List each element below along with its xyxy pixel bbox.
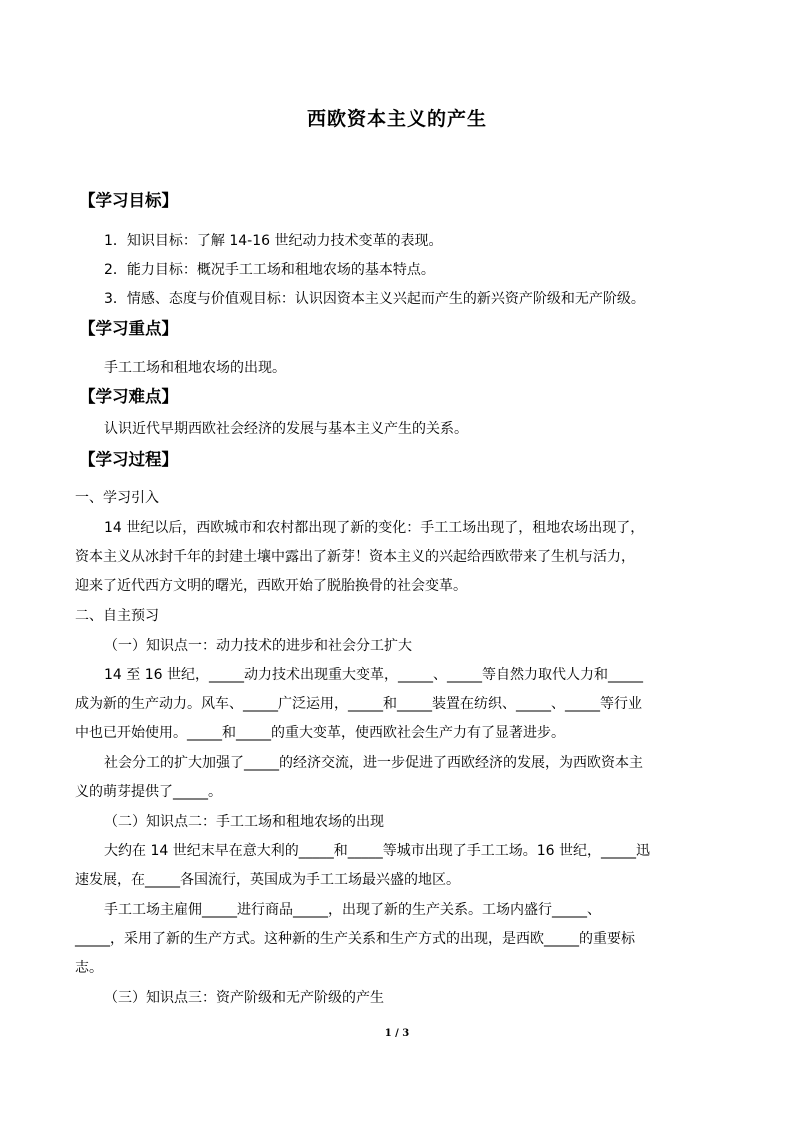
paragraph-line: 义的萌芽提供了_____。 [75,784,222,800]
key-heading: 【学习重点】 [79,319,178,338]
paragraph-line: 成为新的生产动力。风车、_____广泛运用，_____和_____装置在纺织、_____、_____等行业 [75,696,642,712]
paragraph-line: 社会分工的扩大加强了_____的经济交流，进一步促进了西欧经济的发展，为西欧资本主 [104,755,643,771]
paragraph-line: _____，采用了新的生产方式。这种新的生产关系和生产方式的出现，是西欧_____的重要标 [75,931,635,947]
paragraph-line: 速发展，在_____各国流行，英国成为手工工场最兴盛的地区。 [75,872,460,888]
document-title: 西欧资本主义的产生 [306,108,487,130]
section-heading: 一、学习引入 [75,490,159,506]
paragraph-line: 资本主义从冰封千年的封建土壤中露出了新芽！资本主义的兴起给西欧带来了生机与活力， [75,549,635,565]
difficulty-text: 认识近代早期西欧社会经济的发展与基本主义产生的关系。 [104,421,468,437]
paragraph-line: 手工工场主雇佣_____进行商品_____，出现了新的生产关系。工场内盛行_____、 [104,902,601,918]
subsection-heading: （三）知识点三：资产阶级和无产阶级的产生 [104,990,384,1006]
process-heading: 【学习过程】 [79,450,178,469]
goal-item: 1．知识目标：了解 14-16 世纪动力技术变革的表现。 [104,233,443,249]
goal-item: 3．情感、态度与价值观目标：认识因资本主义兴起而产生的新兴资产阶级和无产阶级。 [104,291,645,307]
subsection-heading: （二）知识点二：手工工场和租地农场的出现 [104,814,384,830]
paragraph-line: 大约在 14 世纪末早在意大利的_____和_____等城市出现了手工工场。16 世纪，_____迅 [104,843,650,859]
key-text: 手工工场和租地农场的出现。 [104,360,286,376]
subsection-heading: （一）知识点一：动力技术的进步和社会分工扩大 [104,638,412,654]
difficulty-heading: 【学习难点】 [79,387,178,406]
paragraph-line: 志。 [75,960,103,976]
paragraph-line: 迎来了近代西方文明的曙光，西欧开始了脱胎换骨的社会变革。 [75,578,467,594]
goals-heading: 【学习目标】 [79,191,178,210]
paragraph-line: 中也已开始使用。_____和_____的重大变革，使西欧社会生产力有了显著进步。 [75,725,565,741]
paragraph-line: 14 至 16 世纪，_____动力技术出现重大变革，_____、_____等自然力取代人力和_____ [104,667,643,683]
section-heading: 二、自主预习 [75,608,159,624]
goal-item: 2．能力目标：概况手工工场和租地农场的基本特点。 [104,262,435,278]
paragraph-line: 14 世纪以后，西欧城市和农村都出现了新的变化：手工工场出现了，租地农场出现了， [104,520,645,536]
page-number: 1 / 3 [384,1028,410,1039]
